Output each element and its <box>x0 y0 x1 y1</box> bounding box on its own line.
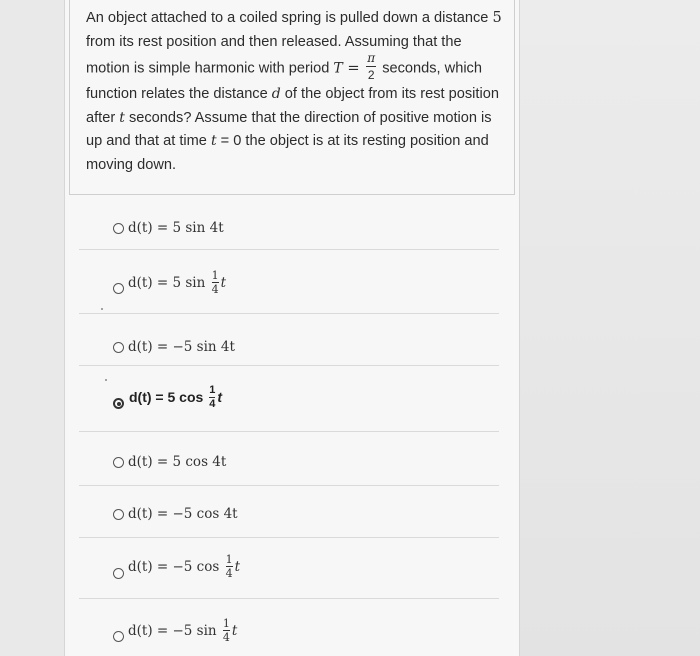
period-fraction: $\frac{\pi}{2}$ <box>367 51 376 82</box>
dust-dot <box>105 379 107 381</box>
option-4[interactable] <box>65 385 519 425</box>
option-label: d(t) = 5 cos $\frac{1}{4}$ t <box>129 384 222 410</box>
option-6[interactable] <box>65 500 519 540</box>
radio-button[interactable] <box>113 568 124 579</box>
question-card <box>64 0 520 656</box>
option-7[interactable] <box>65 548 519 588</box>
question-text: An object attached to a coiled spring is pulled down a distance 5 from its rest position and then released. Assuming that the motion is simple harmonic with period T = $\frac{\pi}{2}$ seconds, which function relates the distance d of the object from its rest position after t seconds? Assume that the direction of positive motion is up and that at time t = 0 the object is at its resting position and moving down. <box>86 9 502 173</box>
radio-button[interactable] <box>113 342 124 353</box>
radio-button[interactable] <box>113 457 124 468</box>
radio-button[interactable] <box>113 631 124 642</box>
option-label: d(t) = −5 cos $\frac{1}{4}$ t <box>128 553 241 580</box>
background-panel <box>518 0 700 656</box>
radio-button[interactable] <box>113 509 124 520</box>
option-label: d(t) = 5 sin $\frac{1}{4}$ t <box>128 269 227 296</box>
option-2[interactable] <box>65 265 519 305</box>
option-label: d(t) = 5 cos 4t <box>128 454 227 470</box>
option-label: d(t) = −5 sin $\frac{1}{4}$ t <box>128 617 238 644</box>
radio-button[interactable] <box>113 283 124 294</box>
dust-dot <box>101 308 103 310</box>
option-label: d(t) = −5 cos 4t <box>128 506 238 522</box>
option-1[interactable] <box>65 205 519 245</box>
option-label: d(t) = 5 sin 4t <box>128 220 224 236</box>
option-8[interactable] <box>65 615 519 655</box>
radio-button[interactable] <box>113 223 124 234</box>
radio-button-selected[interactable] <box>113 398 124 409</box>
question-box <box>69 0 515 195</box>
option-3[interactable] <box>65 330 519 370</box>
option-5[interactable] <box>65 448 519 488</box>
option-label: d(t) = −5 sin 4t <box>128 339 235 355</box>
